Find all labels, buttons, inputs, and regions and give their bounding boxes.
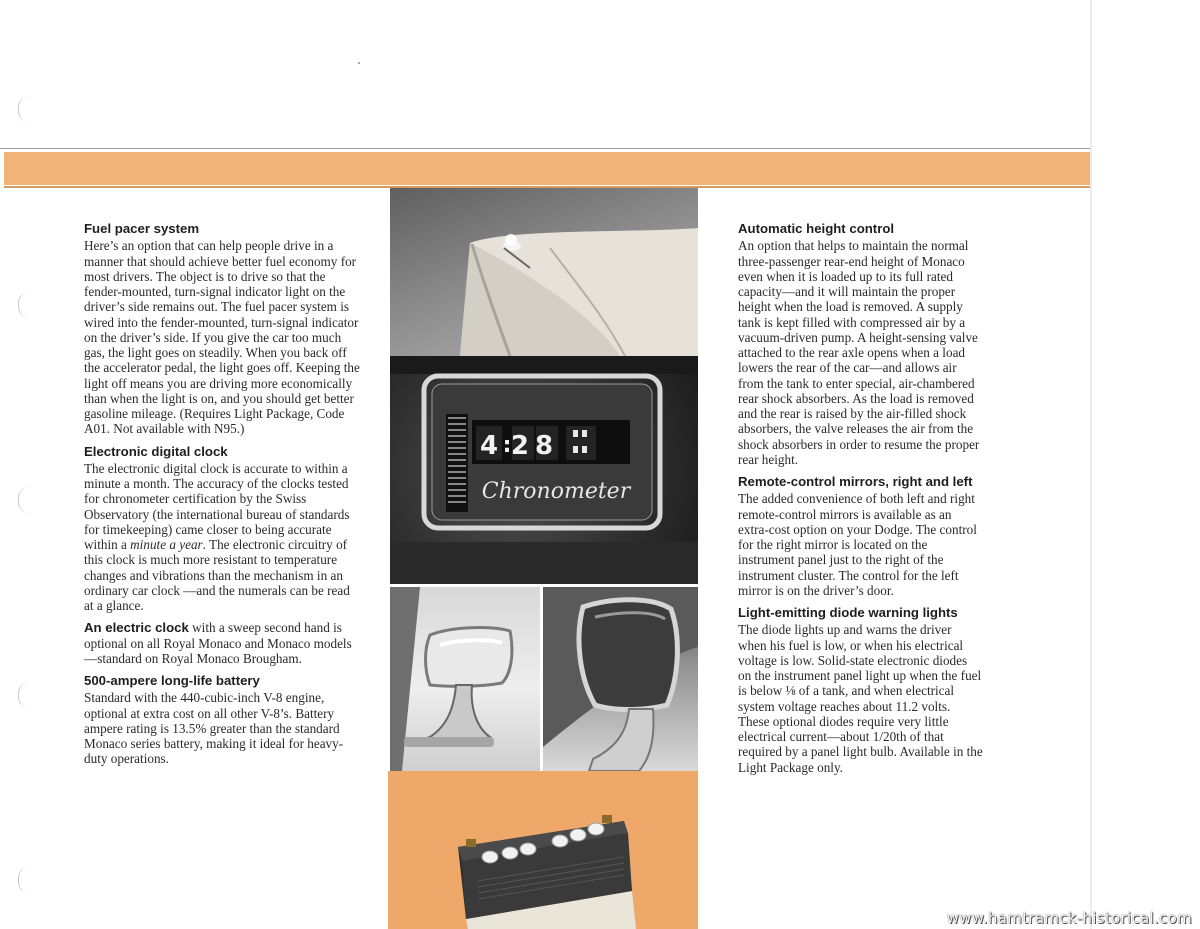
stray-dot	[358, 62, 360, 64]
digital-clock-illustration	[390, 356, 698, 584]
battery-illustration	[388, 771, 698, 929]
clock-minute-digits: 28	[510, 431, 560, 461]
punch-hole	[18, 292, 29, 318]
heading-fuel-pacer: Fuel pacer system	[84, 221, 200, 236]
photo-right-mirror	[543, 587, 698, 771]
photo-fender-indicator	[390, 188, 698, 356]
chronometer-script-label: Chronometer	[481, 479, 631, 504]
left-mirror-illustration	[390, 587, 540, 771]
body-digital-clock-part2: . The electronic circuitry of this clock is much more resistant to temperature changes and vibrations than the mechanism in an ordinary car clock —and the numerals can be read at a glance.	[84, 537, 350, 613]
photo-battery	[388, 771, 698, 929]
top-rule	[0, 148, 1090, 149]
body-height-control: An option that helps to maintain the normal three-passenger rear-end height of Monaco even when it is loaded up to its full rated capacity—and it will maintain the proper height when the load is removed. A supply tank is kept filled with compressed air by a vacuum-driven pump. A height-sensing valve attached to the rear axle opens when a load lowers the rear of the car—and allows air from the tank to enter special, air-chambered rear shock absorbers. As the load is removed and the rear is raised by the air-filled shock absorbers, the valve releases the air from the shock absorbers in order to resume the proper rear height.	[738, 238, 980, 467]
fender-indicator-illustration	[390, 188, 698, 356]
punch-hole	[18, 96, 29, 122]
punch-hole	[18, 867, 29, 893]
heading-diode-lights: Light-emitting diode warning lights	[738, 605, 958, 620]
photo-digital-clock	[390, 356, 698, 584]
punch-hole	[18, 487, 29, 513]
body-fuel-pacer: Here’s an option that can help people drive in a manner that should achieve better fuel economy for most drivers. The object is to drive so that the fender-mounted, turn-signal indicator light on the driver’s side remains out. The fuel pacer system is wired into the fender-mounted, turn-signal indicator on the driver’s side. If you give the car too much gas, the light goes on steadily. When you back off the accelerator pedal, the light goes off. Keeping the light off means you are driving more economically than when the light is on, and you should get better gasoline mileage. (Requires Light Package, Code A01. Not available with N95.)	[84, 238, 360, 437]
clock-hour-digit: 4	[479, 431, 499, 461]
heading-digital-clock: Electronic digital clock	[84, 443, 228, 459]
photo-left-mirror	[390, 587, 540, 771]
right-text-column	[738, 221, 983, 782]
page-edge	[1090, 0, 1092, 929]
heading-remote-mirrors: Remote-control mirrors, right and left	[738, 474, 973, 489]
body-electric-clock	[84, 620, 362, 666]
right-mirror-illustration	[543, 587, 698, 771]
watermark: www.hamtramck-historical.com	[946, 909, 1192, 927]
punch-hole	[18, 682, 29, 708]
heading-battery: 500-ampere long-life battery	[84, 673, 260, 688]
body-digital-clock-part1: The electronic digital clock is accurate to within a minute a month. The accuracy of the clocks tested for chronometer certification by the Swiss Observatory (the international bureau of standards for timekeeping) came closer to being accurate within a	[84, 460, 350, 552]
left-text-column	[84, 221, 362, 774]
body-remote-mirrors: The added convenience of both left and right remote-control mirrors is available as an extra-cost option on your Dodge. The control for the right mirror is located on the instrument panel just to the right of the instrument cluster. The control for the left mirror is on the driver’s door.	[738, 491, 977, 598]
orange-band	[4, 152, 1090, 185]
body-diode-lights: The diode lights up and warns the driver when his fuel is low, or when his electrical voltage is low. Solid-state electronic diodes on the instrument panel light up when the fuel is below ⅛ of a tank, and when electrical system voltage reaches about 11.2 volts. These optional diodes require very little electrical current—about 1/20th of that required by a panel light bulb. Available in the Light Package only.	[738, 622, 983, 775]
body-digital-clock-italic: minute a year	[130, 537, 203, 552]
body-electric-clock-text: with a sweep second hand is optional on all Royal Monaco and Monaco models—standard on Royal Monaco Brougham.	[84, 620, 352, 666]
clock-colon: :	[502, 433, 512, 458]
body-digital-clock	[84, 461, 362, 614]
body-battery: Standard with the 440-cubic-inch V-8 engine, optional at extra cost on all other V-8’s. Battery ampere rating is 13.5% greater than the standard Monaco series battery, making it ideal for heavy-duty operations.	[84, 690, 344, 767]
heading-height-control: Automatic height control	[738, 221, 895, 236]
lead-electric-clock: An electric clock	[84, 620, 189, 636]
